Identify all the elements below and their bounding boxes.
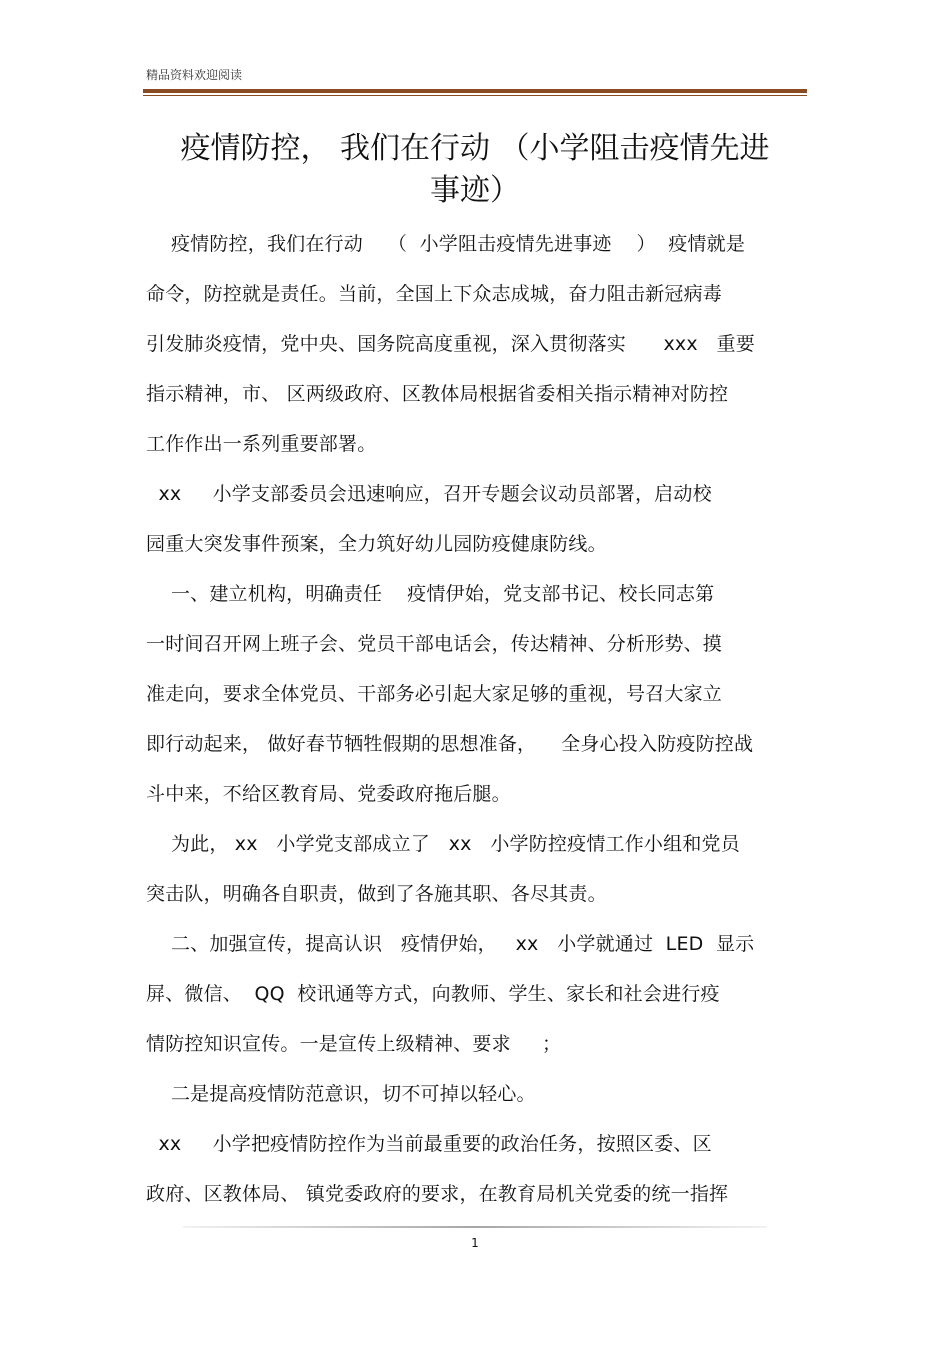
header-rule-thin — [143, 95, 807, 96]
footer-rule — [183, 1226, 767, 1228]
body-line: 园重大突发事件预案，全力筑好幼儿园防疫健康防线。 — [146, 533, 607, 555]
document-title — [143, 128, 807, 212]
body-line: xx 小学把疫情防控作为当前最重要的政治任务，按照区委、区 — [146, 1133, 712, 1155]
body-line: 一时间召开网上班子会、党员干部电话会，传达精神、分析形势、摸 — [146, 633, 723, 655]
title-line-2: 事迹） — [430, 173, 520, 208]
body-line: 斗中来，不给区教育局、党委政府拖后腿。 — [146, 783, 511, 805]
body-line: 工作作出一系列重要部署。 — [146, 433, 377, 455]
body-line: 二是提高疫情防范意识，切不可掉以轻心。 — [146, 1083, 536, 1105]
body-line: 二、加强宣传，提高认识 疫情伊始， xx 小学就通过 LED 显示 — [146, 933, 755, 955]
body-line: 引发肺炎疫情，党中央、国务院高度重视，深入贯彻落实 xxx 重要 — [146, 333, 755, 355]
body-line: 政府、区教体局、 镇党委政府的要求，在教育局机关党委的统一指挥 — [146, 1183, 729, 1205]
body-line: 突击队，明确各自职责，做到了各施其职、各尽其责。 — [146, 883, 607, 905]
body-line: 为此， xx 小学党支部成立了 xx 小学防控疫情工作小组和党员 — [146, 833, 740, 855]
body-line: 指示精神，市、 区两级政府、区教体局根据省委相关指示精神对防控 — [146, 383, 729, 405]
body-line: 即行动起来， 做好春节牺牲假期的思想准备， 全身心投入防疫防控战 — [146, 733, 754, 755]
header-text: 精品资料欢迎阅读 — [146, 68, 243, 82]
header-rule-thick — [143, 89, 807, 93]
body-line: 一、建立机构，明确责任 疫情伊始，党支部书记、校长同志第 — [146, 583, 715, 605]
title-line-1: 疫情防控， 我们在行动 （小学阻击疫情先进 — [180, 131, 770, 166]
body-line: 命令，防控就是责任。当前，全国上下众志成城，奋力阻击新冠病毒 — [146, 283, 723, 305]
body-line: 准走向，要求全体党员、干部务必引起大家足够的重视，号召大家立 — [146, 683, 723, 705]
body-line: 屏、微信、 QQ 校讯通等方式，向教师、学生、家长和社会进行疫 — [146, 983, 720, 1005]
body-line: xx 小学支部委员会迅速响应，召开专题会议动员部署，启动校 — [146, 483, 712, 505]
body-line: 疫情防控，我们在行动 （ 小学阻击疫情先进事迹 ） 疫情就是 — [146, 233, 746, 255]
page-number: 1 — [471, 1236, 479, 1250]
body-line: 情防控知识宣传。一是宣传上级精神、要求 ； — [146, 1033, 562, 1055]
